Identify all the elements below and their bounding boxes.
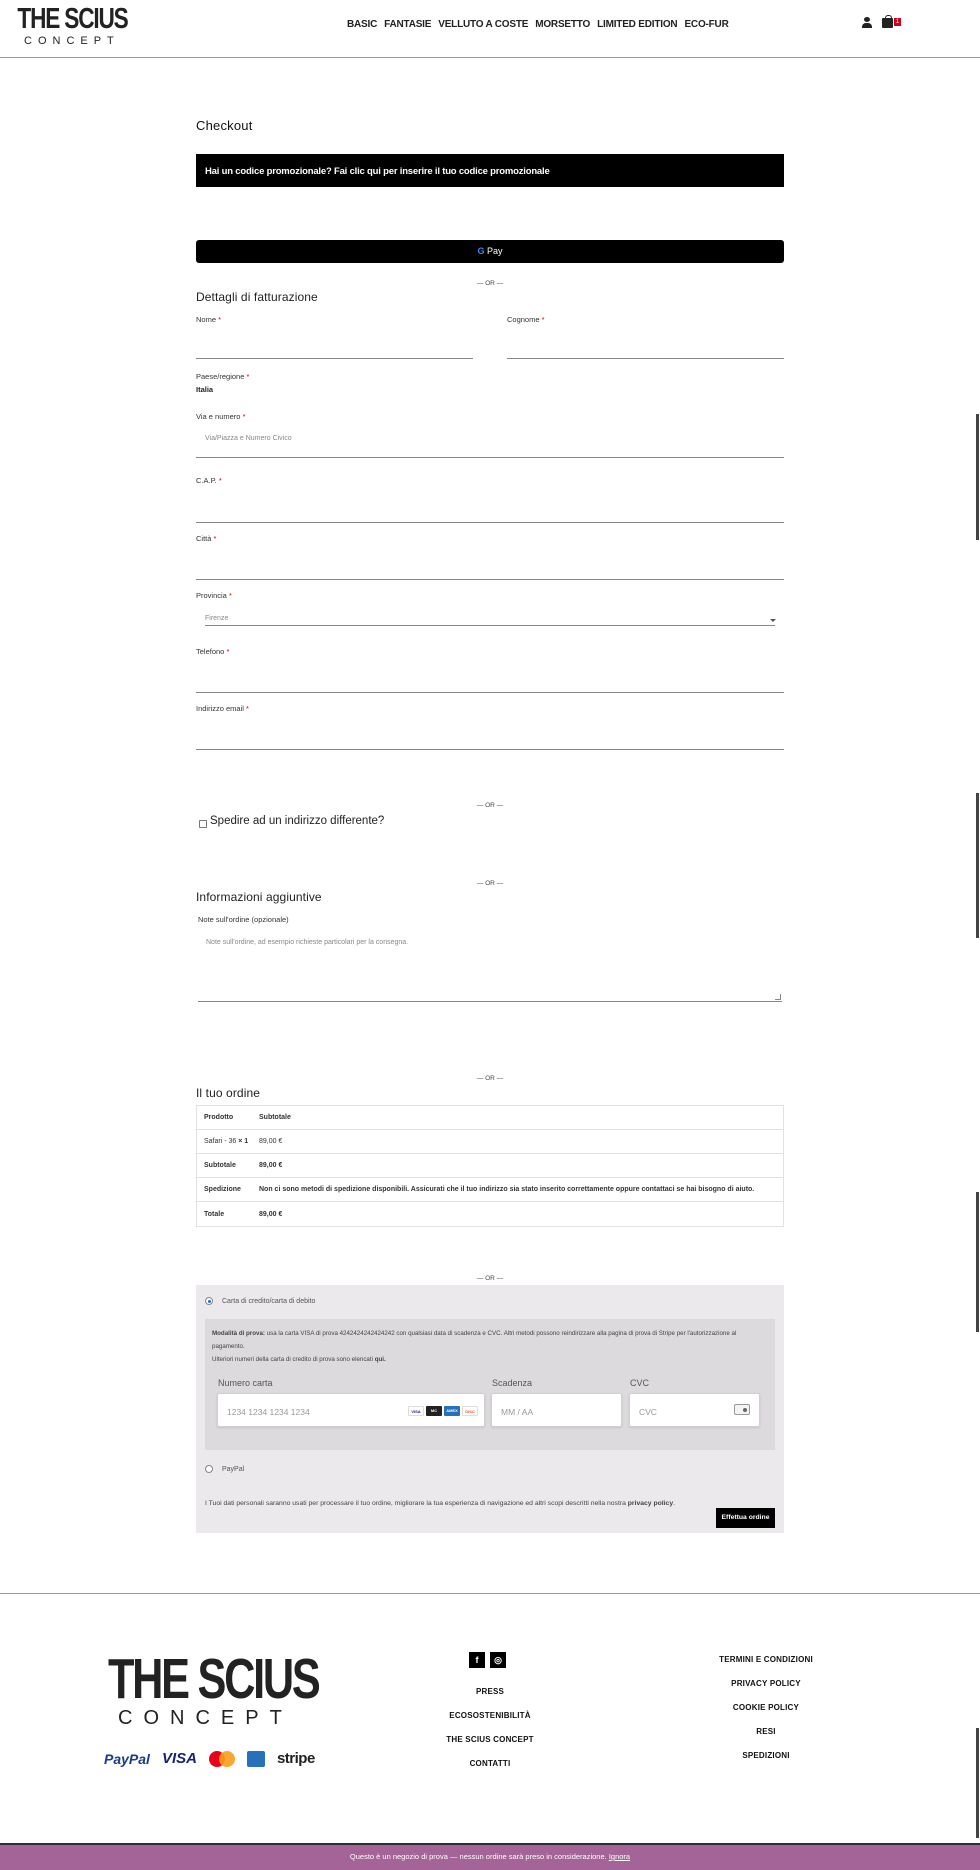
footer-link-contatti[interactable]: CONTATTI: [469, 1759, 511, 1768]
scrollbar-thumb[interactable]: [976, 1728, 979, 1838]
expiry-input[interactable]: [491, 1393, 622, 1427]
cognome-label-text: Cognome: [507, 315, 540, 324]
site-header: [0, 0, 980, 58]
cap-label-text: C.A.P.: [196, 476, 217, 485]
shipping-label: Spedizione: [204, 1186, 241, 1193]
product-price: 89,00 €: [259, 1138, 283, 1145]
card-payment-radio[interactable]: [205, 1297, 213, 1305]
email-label: [196, 704, 249, 713]
column-header-subtotal: Subtotale: [259, 1114, 291, 1121]
ship-different-checkbox[interactable]: [199, 820, 207, 828]
or-divider: — OR —: [476, 1075, 504, 1082]
required-mark: *: [246, 704, 249, 713]
product-name: Safari - 36: [204, 1138, 237, 1145]
required-mark: *: [218, 476, 222, 485]
card-number-placeholder: 1234 1234 1234 1234: [227, 1407, 310, 1417]
privacy-policy-link[interactable]: privacy policy: [627, 1500, 674, 1507]
privacy-notice: [205, 1500, 675, 1507]
order-review-table: [196, 1105, 784, 1227]
paypal-payment-radio[interactable]: [205, 1465, 213, 1473]
card-payment-box: [205, 1319, 775, 1450]
scrollbar-thumb[interactable]: [976, 414, 979, 540]
shipping-value: Non ci sono metodi di spedizione disponibili. Assicurati che il tuo indirizzo sia stato inserito correttamente oppure contattaci se hai bisogno di aiuto.: [259, 1186, 755, 1193]
nome-label-text: Nome: [196, 315, 217, 324]
order-notes-textarea[interactable]: [198, 930, 782, 1002]
payment-logos: [104, 1750, 315, 1767]
social-links: [469, 1652, 506, 1668]
header-icons: [862, 17, 893, 28]
expiry-placeholder: MM / AA: [501, 1407, 534, 1417]
email-label-text: Indirizzo email: [196, 704, 244, 713]
or-divider: — OR —: [476, 880, 504, 887]
expiry-label: Scadenza: [492, 1378, 533, 1388]
footer-link-spedizioni[interactable]: SPEDIZIONI: [742, 1751, 790, 1760]
gpay-label: Pay: [487, 246, 503, 256]
visa-logo: VISA: [161, 1750, 197, 1767]
telefono-label: [196, 647, 229, 656]
scrollbar-thumb[interactable]: [976, 793, 979, 938]
payment-box: [196, 1285, 784, 1533]
google-g-icon: G: [477, 246, 485, 256]
footer-logo-main-text: THE SCIUS: [108, 1647, 319, 1711]
email-input[interactable]: [196, 749, 784, 750]
scrollbar-thumb[interactable]: [976, 1192, 979, 1332]
total-value: 89,00 €: [259, 1210, 283, 1218]
cap-input[interactable]: [196, 522, 784, 523]
table-row: [197, 1130, 783, 1154]
logo-sub-text: CONCEPT: [24, 35, 120, 47]
demo-store-notice: [0, 1843, 980, 1870]
provincia-select-value: Firenze: [205, 615, 229, 622]
test-numbers-link[interactable]: qui.: [374, 1356, 386, 1363]
dismiss-link[interactable]: Ignora: [608, 1852, 631, 1861]
table-row: [197, 1106, 783, 1130]
ship-different-label[interactable]: Spedire ad un indirizzo differente?: [210, 815, 385, 827]
footer-link-termini[interactable]: TERMINI E CONDIZIONI: [719, 1655, 813, 1664]
amex-icon: AMEX: [444, 1406, 460, 1416]
provincia-label-text: Provincia: [196, 591, 227, 600]
nav-velluto-a-coste[interactable]: VELLUTO A COSTE: [438, 19, 529, 30]
cvc-card-icon: [734, 1404, 750, 1415]
card-payment-label[interactable]: Carta di credito/carta di debito: [222, 1298, 316, 1305]
required-mark: *: [541, 315, 545, 324]
main-nav: [347, 19, 729, 30]
or-divider: — OR —: [476, 280, 504, 287]
order-title: Il tuo ordine: [196, 1086, 261, 1100]
cvc-input[interactable]: [629, 1393, 760, 1427]
cap-label: [196, 476, 222, 485]
nav-morsetto[interactable]: MORSETTO: [535, 19, 591, 30]
nav-basic[interactable]: BASIC: [347, 19, 378, 30]
chevron-down-icon: [770, 619, 776, 622]
facebook-icon[interactable]: f: [469, 1652, 485, 1668]
notes-placeholder: Note sull'ordine, ad esempio richieste particolari per la consegna.: [206, 939, 409, 946]
nav-fantasie[interactable]: FANTASIE: [384, 19, 432, 30]
column-header-product: Prodotto: [204, 1114, 234, 1121]
paese-label-text: Paese/regione: [196, 372, 245, 381]
discover-icon: DISC: [462, 1406, 478, 1416]
citta-label-text: Città: [196, 534, 212, 543]
paypal-payment-label[interactable]: PayPal: [222, 1466, 245, 1473]
subtotal-label: Subtotale: [204, 1162, 236, 1169]
additional-info-title: Informazioni aggiuntive: [196, 890, 322, 904]
footer-logo-sub-text: CONCEPT: [118, 1707, 293, 1729]
required-mark: *: [213, 534, 217, 543]
table-row: [197, 1202, 783, 1226]
footer-link-scius-concept[interactable]: THE SCIUS CONCEPT: [446, 1735, 534, 1744]
product-cell: [197, 1138, 259, 1145]
provincia-select[interactable]: [205, 625, 775, 626]
mastercard-icon: MC: [426, 1406, 442, 1416]
telefono-label-text: Telefono: [196, 647, 225, 656]
paypal-logo: PayPal: [104, 1750, 150, 1767]
card-brand-logos: [408, 1406, 478, 1416]
paese-value: Italia: [196, 385, 214, 394]
test-mode-notice: [212, 1327, 768, 1366]
citta-input[interactable]: [196, 579, 784, 580]
footer-link-privacy[interactable]: PRIVACY POLICY: [731, 1679, 801, 1688]
resize-handle[interactable]: [775, 994, 781, 1000]
mastercard-logo: [209, 1751, 235, 1767]
total-label: Totale: [204, 1210, 225, 1218]
provincia-label: [196, 591, 232, 600]
subtotal-value: 89,00 €: [259, 1162, 283, 1169]
required-mark: *: [228, 591, 232, 600]
footer-link-resi[interactable]: RESI: [756, 1727, 776, 1736]
or-divider: — OR —: [476, 802, 504, 809]
promo-code-toggle[interactable]: Hai un codice promozionale? Fai clic qui per inserire il tuo codice promozionale: [196, 154, 784, 187]
logo-main-text: THE SCIUS: [17, 3, 128, 35]
visa-icon: VISA: [408, 1406, 424, 1416]
footer-logo[interactable]: [108, 1647, 319, 1729]
test-more-text: Ulteriori numeri della carta di credito di prova sono elencati: [212, 1356, 373, 1363]
required-mark: *: [226, 647, 230, 656]
test-mode-text: usa la carta VISA di prova 4242424242424242 con qualsiasi data di scadenza e CVC. Altri metodi possono reindirizzare alla pagina di prova di Stripe per l'autorizzazione al pagamento.: [212, 1330, 737, 1350]
page-title: Checkout: [196, 118, 253, 133]
table-row: [197, 1178, 783, 1202]
billing-title: Dettagli di fatturazione: [196, 290, 318, 304]
cognome-input[interactable]: [507, 358, 784, 359]
card-number-input[interactable]: [217, 1393, 485, 1427]
or-divider: — OR —: [476, 1275, 504, 1282]
via-label: [196, 412, 246, 421]
via-label-text: Via e numero: [196, 412, 241, 421]
footer-right-links: [686, 1648, 846, 1768]
footer-link-press[interactable]: PRESS: [475, 1687, 505, 1696]
user-icon[interactable]: [862, 17, 872, 28]
footer-link-cookie[interactable]: COOKIE POLICY: [732, 1703, 800, 1712]
stripe-logo: stripe: [276, 1750, 315, 1767]
nav-limited-edition[interactable]: LIMITED EDITION: [597, 19, 678, 30]
nome-label: [196, 315, 221, 324]
footer-divider: [0, 1593, 980, 1594]
demo-notice-text: Questo è un negozio di prova — nessun ordine sarà preso in considerazione.: [349, 1852, 607, 1861]
product-qty: × 1: [238, 1138, 249, 1145]
notes-label: Note sull'ordine (opzionale): [198, 915, 289, 924]
table-row: [197, 1154, 783, 1178]
place-order-button[interactable]: Effettua ordine: [716, 1508, 775, 1528]
footer-middle-links: [410, 1680, 570, 1776]
site-logo[interactable]: [14, 4, 132, 47]
card-number-label: Numero carta: [218, 1378, 273, 1388]
google-pay-button[interactable]: [196, 240, 784, 263]
via-placeholder: Via/Piazza e Numero Civico: [205, 435, 292, 442]
footer-link-ecosostenibilita[interactable]: ECOSOSTENIBILITÀ: [449, 1711, 531, 1720]
paese-label: [196, 372, 249, 381]
cart-icon[interactable]: [882, 18, 893, 28]
required-mark: *: [242, 412, 246, 421]
required-mark: *: [246, 372, 250, 381]
amex-logo: [247, 1751, 265, 1767]
citta-label: [196, 534, 216, 543]
nome-input[interactable]: [196, 358, 473, 359]
instagram-icon[interactable]: ◎: [490, 1652, 506, 1668]
cognome-label: [507, 315, 545, 324]
cart-count-badge: 1: [895, 19, 900, 25]
required-mark: *: [218, 315, 222, 324]
test-mode-label: Modalità di prova:: [212, 1330, 265, 1337]
telefono-input[interactable]: [196, 692, 784, 693]
privacy-end: .: [673, 1500, 676, 1507]
cvc-placeholder: CVC: [639, 1407, 657, 1417]
cvc-label: CVC: [630, 1378, 650, 1388]
nav-eco-fur[interactable]: ECO-FUR: [684, 19, 729, 30]
privacy-text: I Tuoi dati personali saranno usati per processare il tuo ordine, migliorare la tua esperienza di navigazione ed altri scopi descritti nella nostra: [205, 1500, 626, 1507]
via-input[interactable]: [196, 457, 784, 458]
